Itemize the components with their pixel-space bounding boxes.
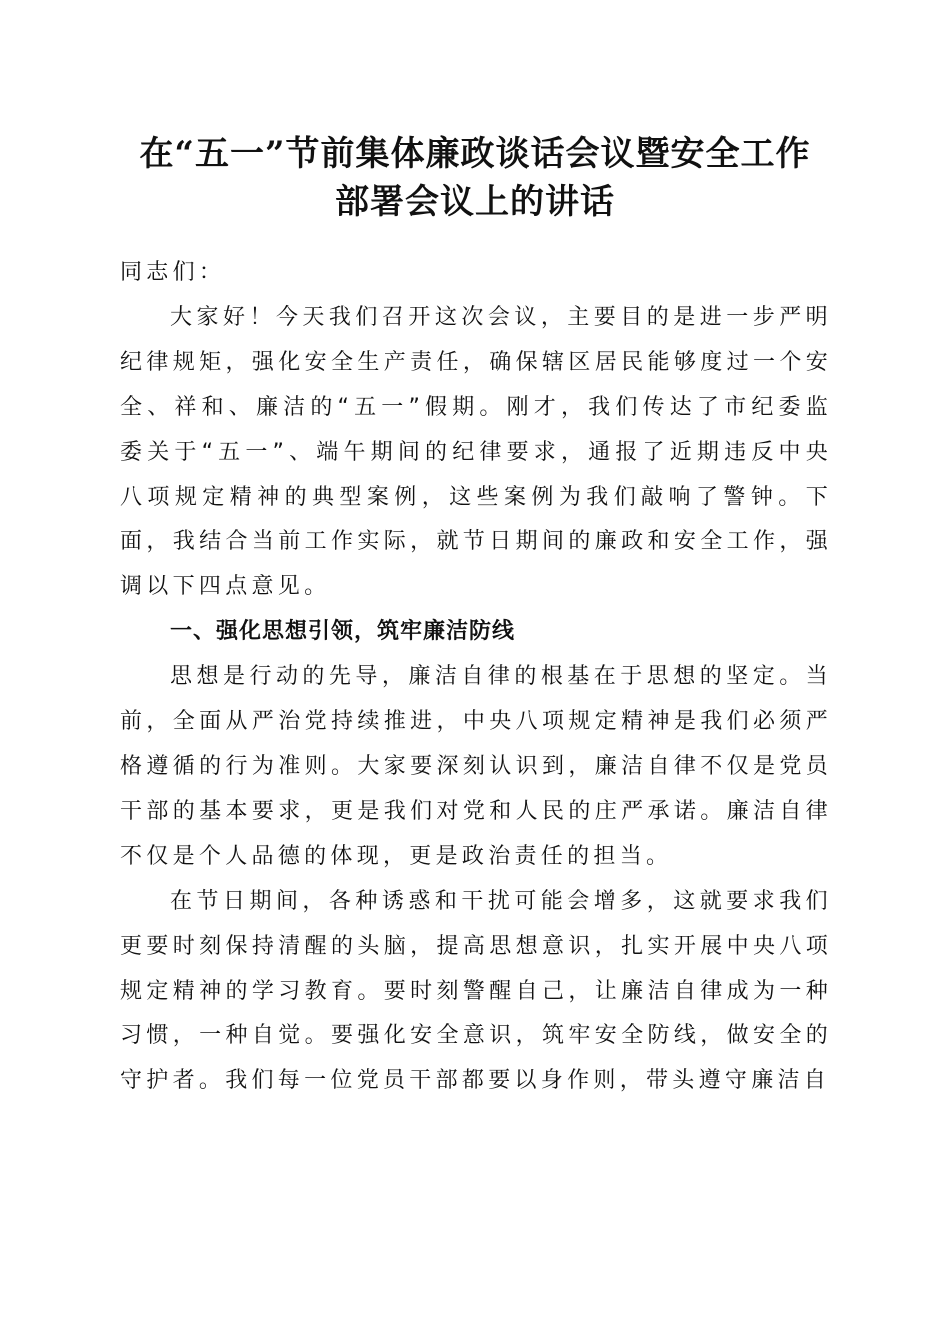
salutation: 同志们： bbox=[120, 260, 226, 285]
section-1-paragraph-1: 思想是行动的先导，廉洁自律的根基在于思想的坚定。当前，全面从严治党持续推进，中央八项规定精神是我们必须严格遵循的行为准则。大家要深刻认识到，廉洁自律不仅是党员干部的基本要求，更是我们对党和人民的庄严承诺。廉洁自律不仅是个人品德的体现，更是政治责任的担当。 bbox=[120, 664, 832, 869]
section-1-paragraph-2: 在节日期间，各种诱惑和干扰可能会增多，这就要求我们更要时刻保持清醒的头脑，提高思想意识，扎实开展中央八项规定精神的学习教育。要时刻警醒自己，让廉洁自律成为一种习惯，一种自觉。要强化安全意识，筑牢安全防线，做安全的守护者。我们每一位党员干部都要以身作则，带头遵守廉洁自 bbox=[120, 888, 832, 1094]
document-title-line-1: 在“五一”节前集体廉政谈话会议暨安全工作 bbox=[139, 134, 811, 174]
document-body bbox=[120, 251, 832, 1104]
document-title-line-2: 部署会议上的讲话 bbox=[335, 182, 615, 222]
section-1-heading: 一、强化思想引领，筑牢廉洁防线 bbox=[170, 619, 516, 645]
opening-paragraph: 大家好！今天我们召开这次会议，主要目的是进一步严明纪律规矩，强化安全生产责任，确保辖区居民能够度过一个安全、祥和、廉洁的“五一”假期。刚才，我们传达了市纪委监委关于“五一”、端午期间的纪律要求，通报了近期违反中央八项规定精神的典型案例，这些案例为我们敲响了警钟。下面，我结合当前工作实际，就节日期间的廉政和安全工作，强调以下四点意见。 bbox=[120, 304, 832, 600]
document-title bbox=[100, 130, 850, 226]
